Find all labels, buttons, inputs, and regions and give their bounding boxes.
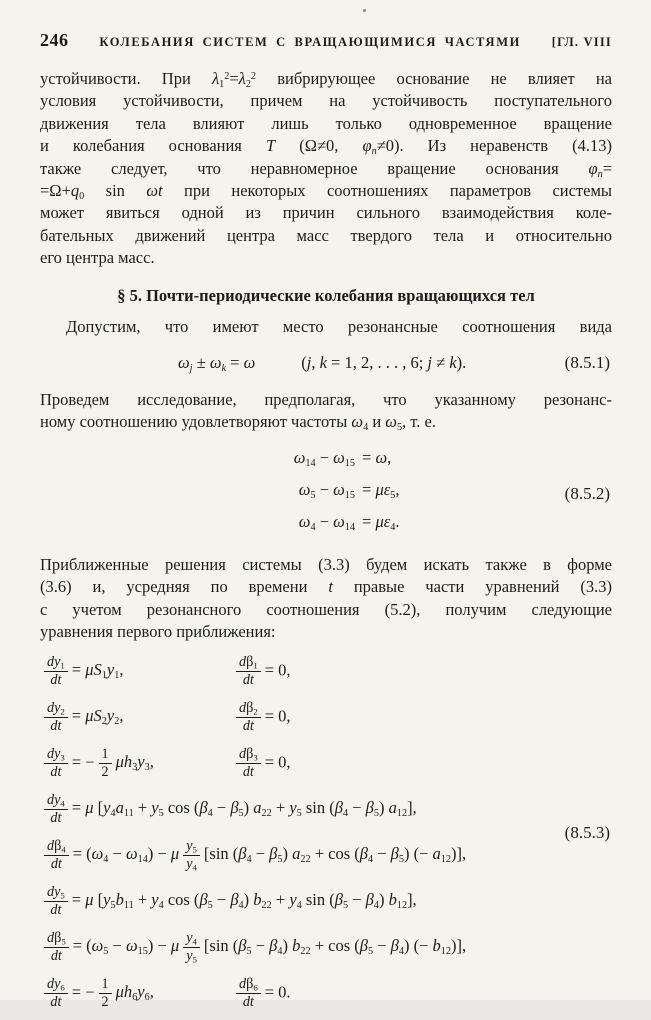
math-text: = − <box>71 752 95 772</box>
fraction-numerator: $dy_3$ <box>44 747 68 764</box>
fraction-numerator: 1 <box>99 977 112 994</box>
paragraph-assume <box>40 316 612 338</box>
fraction-numerator: $d\beta_5$ <box>44 931 69 948</box>
math-text: $\mu h_3y_3$, <box>115 752 154 774</box>
fraction <box>236 747 261 781</box>
equation-lhs <box>40 977 232 1011</box>
fraction <box>236 655 261 689</box>
fraction-numerator: $d\beta_6$ <box>236 977 261 994</box>
equation-rhs: = $\mu\varepsilon_4$. <box>362 511 400 533</box>
page-content <box>40 30 612 1020</box>
equation-rhs <box>232 701 291 735</box>
math-text: = μ [$y_5b_{11} + y_4$ $\cos (\beta_5 - \beta_4) b_{22} + y_4$ $\sin (\beta_5 - \beta_4)$ $b_{12}$], <box>71 890 417 912</box>
fraction-denominator: dt <box>242 763 254 780</box>
fraction-numerator: $dy_5$ <box>44 885 68 902</box>
text-line: уравнения первого приближения: <box>40 622 276 642</box>
equation-full <box>40 793 417 827</box>
equation-row <box>40 698 612 738</box>
equation-row <box>40 882 612 922</box>
equation-rhs <box>232 977 291 1011</box>
text-line: может явиться одной из причин сильного взаимодействия коле- <box>40 203 612 223</box>
equation-rhs: = ω, <box>362 447 392 467</box>
equation-row <box>40 744 612 784</box>
fraction-numerator: $dy_4$ <box>44 793 68 810</box>
fraction <box>99 977 112 1011</box>
equation-8-5-3 <box>40 652 612 1014</box>
running-title: КОЛЕБАНИЯ СИСТЕМ С ВРАЩАЮЩИМИСЯ ЧАСТЯМИ <box>99 35 521 49</box>
fraction-denominator: $y_4$ <box>186 855 197 872</box>
fraction <box>44 793 68 827</box>
math-text: = $(\omega_5 - \omega_{15}) - \mu$ <box>72 936 180 958</box>
fraction-denominator: 2 <box>101 993 109 1010</box>
equation-8-5-1 <box>40 350 612 376</box>
equation-row <box>40 974 612 1014</box>
equation-full <box>40 931 466 965</box>
equation-8-5-3-number: (8.5.3) <box>564 822 610 842</box>
fraction <box>44 931 69 965</box>
fraction-denominator: dt <box>242 717 254 734</box>
fraction <box>183 931 200 965</box>
fraction <box>44 655 68 689</box>
text-line: Проведем исследование, предполагая, что указанному резонанс- <box>40 390 612 410</box>
math-text: = 0, <box>264 706 291 726</box>
text-line: его центра масс. <box>40 248 155 268</box>
fraction-denominator: dt <box>50 901 62 918</box>
text-line: также следует, что неравномерное вращение основания $\varphi_n=$ <box>40 158 612 180</box>
fraction-numerator: $y_4$ <box>183 931 200 948</box>
fraction <box>44 701 68 735</box>
text-line: ному соотношению удовлетворяют частоты $\omega_4$ и $\omega_5$, т. е. <box>40 412 436 434</box>
fraction <box>236 701 261 735</box>
text-line: движения тела влияют лишь только одновременное вращение <box>40 113 612 133</box>
fraction-numerator: $d\beta_1$ <box>236 655 261 672</box>
text-line: (3.6) и, усредняя по времени t правые части уравнений (3.3) <box>40 577 612 597</box>
fraction-denominator: dt <box>50 993 62 1010</box>
paragraph-research <box>40 389 612 434</box>
math-text: [sin $(\beta_4 - \beta_5) a_{22} + \cos (\beta_4 - \beta_5)$ (− $a_{12}$)], <box>203 844 467 866</box>
page-number: 246 <box>40 30 69 50</box>
math-text: = 0, <box>264 752 291 772</box>
math-text: [sin $(\beta_5 - \beta_4) b_{22} + \cos (\beta_5 - \beta_4)$ (− $b_{12}$)], <box>203 936 467 958</box>
math-text: = μ [$y_4a_{11} + y_5$ $\cos (\beta_4 - \beta_5) a_{22} + y_5$ $\sin (\beta_4 - \beta_5)$ $a_{12}$], <box>71 798 417 820</box>
fraction <box>44 747 68 781</box>
math-text: = − <box>71 982 95 1002</box>
fraction-numerator: $y_5$ <box>183 839 200 856</box>
fraction <box>44 885 68 919</box>
fraction-denominator: dt <box>50 717 62 734</box>
equation-8-5-2-number: (8.5.2) <box>564 483 610 503</box>
equation-8-5-2 <box>40 444 612 544</box>
fraction-denominator: dt <box>50 763 62 780</box>
fraction <box>236 977 261 1011</box>
text-line: с учетом резонансного соотношения (5.2), получим следующие <box>40 599 612 619</box>
fraction-denominator: dt <box>50 855 62 872</box>
fraction-denominator: dt <box>50 671 62 688</box>
fraction-numerator: $d\beta_2$ <box>236 701 261 718</box>
equation-8-5-1-condition: (j, k = 1, 2, . . . , 6; j ≠ k). <box>301 353 467 373</box>
equation-row <box>40 446 612 470</box>
chapter-reference: [ГЛ. VIII <box>551 35 612 49</box>
fraction-numerator: $dy_1$ <box>44 655 68 672</box>
equation-row <box>40 790 612 830</box>
text-line: и колебания основания T (Ω≠0, $\varphi_n\ne 0$). Из неравенств (4.13) <box>40 136 613 158</box>
equation-lhs: $\omega_4 - \omega_{14}$ <box>298 511 355 533</box>
fraction-denominator: dt <box>242 671 254 688</box>
fraction-numerator: $dy_2$ <box>44 701 68 718</box>
text-line: устойчивости. При $\lambda_1^2=\lambda_2^2$ вибрирующее основание не влияет на <box>40 69 612 90</box>
equation-row <box>40 478 612 502</box>
math-text: = $(\omega_4 - \omega_{14}) - \mu$ <box>72 844 180 866</box>
text-line: Допустим, что имеют место резонансные соотношения вида <box>66 316 612 336</box>
fraction-numerator: $d\beta_4$ <box>44 839 69 856</box>
section-heading: § 5. Почти-периодические колебания вращающихся тел <box>117 285 535 305</box>
text-line: $=\Omega+q_0$ sin ωt при некоторых соотношениях параметров системы <box>40 181 612 202</box>
fraction-numerator: 1 <box>99 747 112 764</box>
equation-lhs <box>40 747 232 781</box>
math-text: = 0. <box>264 982 291 1002</box>
equation-row <box>40 510 612 534</box>
fraction-numerator: $d\beta_3$ <box>236 747 261 764</box>
text-line: бательных движений центра масс твердого тела и относительно <box>40 225 612 245</box>
equation-row <box>40 836 612 876</box>
equation-full <box>40 839 466 873</box>
math-text: $\mu h_6y_6$, <box>115 982 154 1004</box>
running-header <box>40 30 612 50</box>
equation-row <box>40 928 612 968</box>
math-text: = $\mu S_1y_1$, <box>71 660 124 682</box>
paragraph-stability <box>40 68 612 270</box>
equation-8-5-1-lhs: $\omega_j \pm \omega_k = \omega$ <box>178 353 256 374</box>
equation-full <box>40 885 417 919</box>
equation-lhs <box>40 655 232 689</box>
fraction-denominator: dt <box>242 993 254 1010</box>
fraction-denominator: 2 <box>101 763 109 780</box>
fraction-denominator: dt <box>50 947 62 964</box>
equation-8-5-1-number: (8.5.1) <box>564 353 610 373</box>
math-text: = 0, <box>264 660 291 680</box>
math-text: = $\mu S_2y_2$, <box>71 706 124 728</box>
fraction <box>183 839 200 873</box>
fraction <box>44 977 68 1011</box>
fraction <box>99 747 112 781</box>
fraction-numerator: $dy_6$ <box>44 977 68 994</box>
equation-row <box>40 652 612 692</box>
text-line: условия устойчивости, причем на устойчивость поступательного <box>40 91 612 111</box>
equation-lhs: $\omega_5 - \omega_{15}$ <box>298 479 355 501</box>
equation-rhs <box>232 655 291 689</box>
equation-lhs <box>40 701 232 735</box>
text-line: Приближенные решения системы (3.3) будем искать также в форме <box>40 554 612 574</box>
equation-rhs <box>232 747 291 781</box>
equation-rhs: = $\mu\varepsilon_5$, <box>362 479 400 501</box>
paragraph-approx-solutions <box>40 554 612 644</box>
scan-speck <box>363 9 366 12</box>
fraction-denominator: $y_5$ <box>186 947 197 964</box>
equation-lhs: $\omega_{14} - \omega_{15}$ <box>293 447 355 469</box>
fraction-denominator: dt <box>50 809 62 826</box>
fraction <box>44 839 69 873</box>
